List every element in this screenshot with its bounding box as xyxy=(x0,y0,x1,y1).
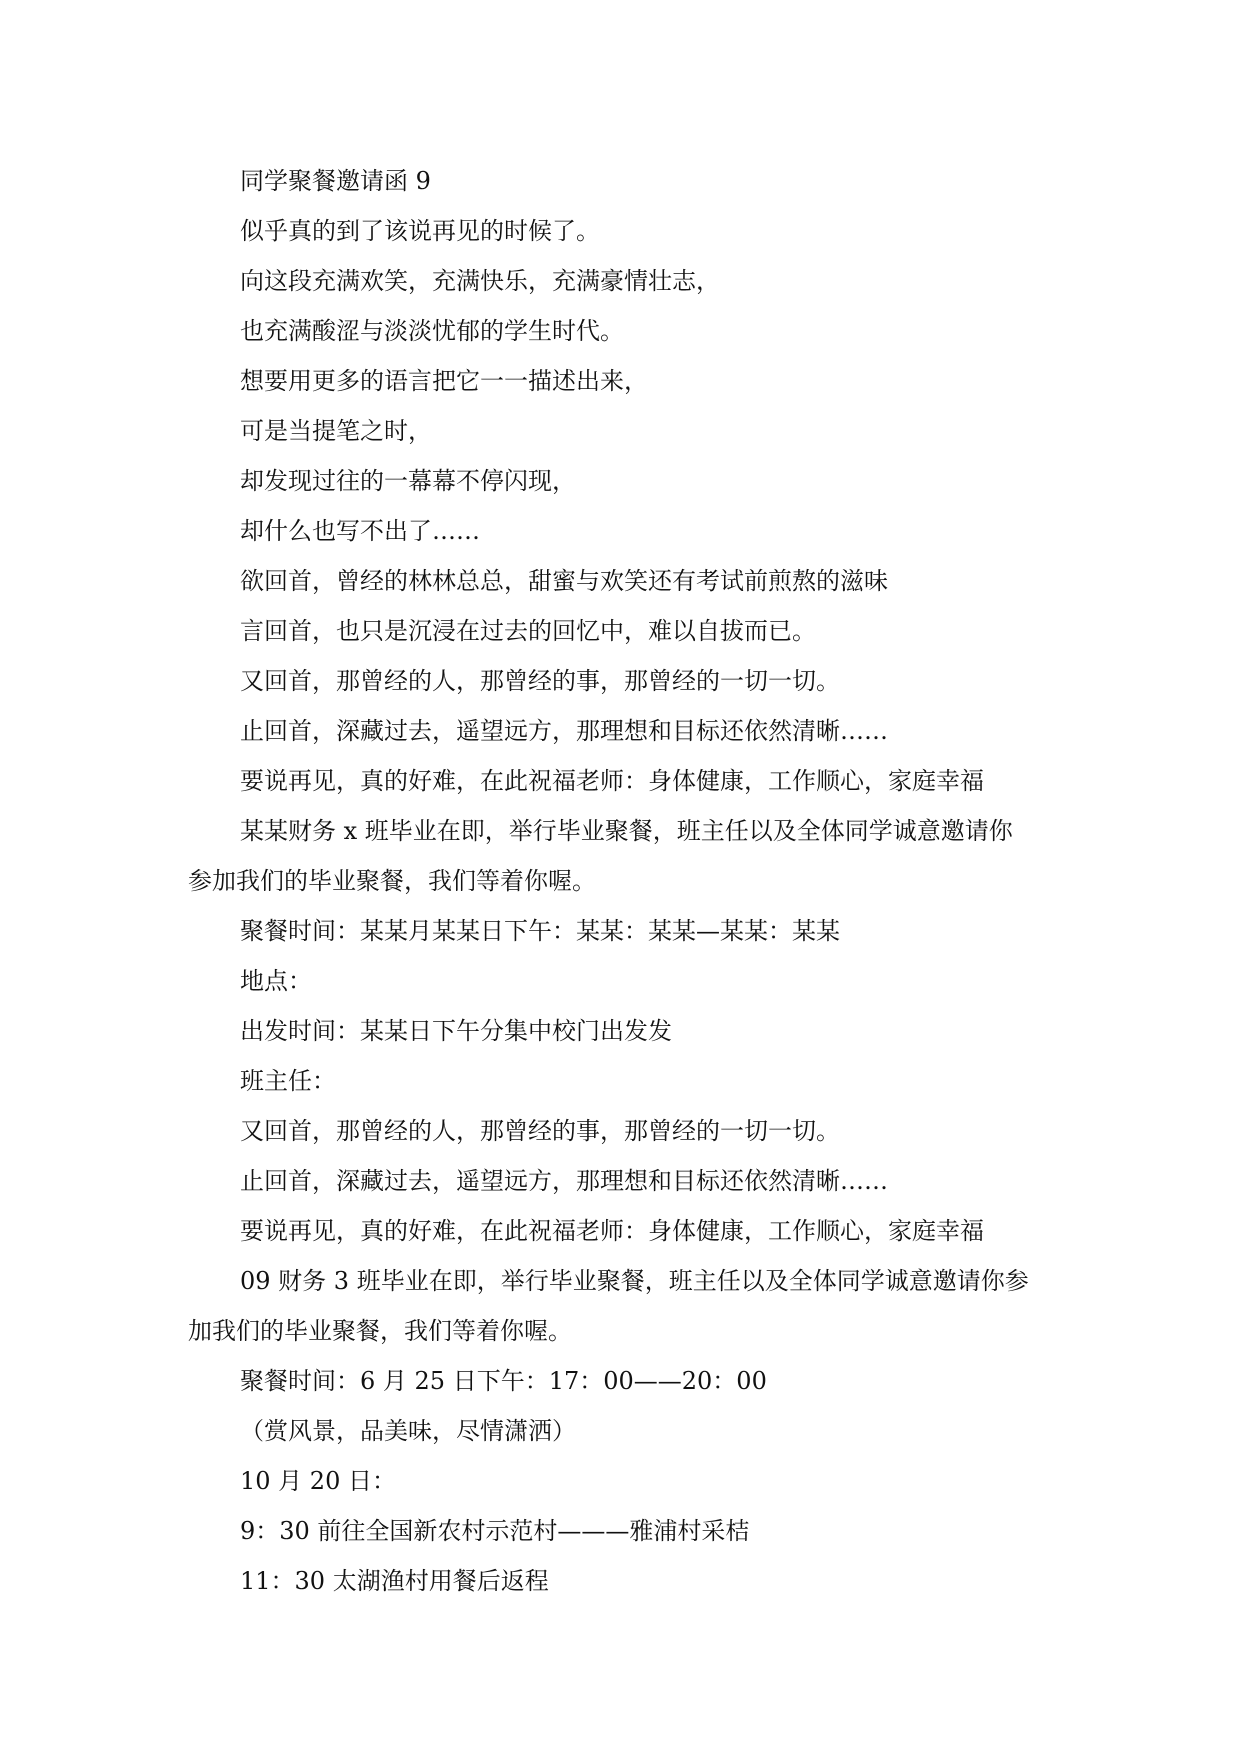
doc-title: 同学聚餐邀请函 9 xyxy=(240,167,431,195)
paragraph-line: 聚餐时间：6 月 25 日下午：17：00——20：00 xyxy=(240,1367,767,1395)
paragraph-line: 止回首，深藏过去，遥望远方，那理想和目标还依然清晰…… xyxy=(240,1167,888,1195)
paragraph-line: 欲回首，曾经的林林总总，甜蜜与欢笑还有考试前煎熬的滋味 xyxy=(240,567,888,595)
paragraph-line: 又回首，那曾经的人，那曾经的事，那曾经的一切一切。 xyxy=(240,667,840,695)
paragraph-line: 地点： xyxy=(240,967,312,995)
paragraph-continuation-line: 加我们的毕业聚餐，我们等着你喔。 xyxy=(188,1317,572,1345)
paragraph-line: 向这段充满欢笑，充满快乐，充满豪情壮志， xyxy=(240,267,720,295)
paragraph-line: 也充满酸涩与淡淡忧郁的学生时代。 xyxy=(240,317,624,345)
paragraph-line: 却发现过往的一幕幕不停闪现， xyxy=(240,467,576,495)
paragraph-line: 9：30 前往全国新农村示范村———雅浦村采桔 xyxy=(240,1517,750,1545)
paragraph-line: 要说再见，真的好难，在此祝福老师：身体健康，工作顺心，家庭幸福 xyxy=(240,1217,984,1245)
paragraph-line: 可是当提笔之时， xyxy=(240,417,432,445)
paragraph-line: 似乎真的到了该说再见的时候了。 xyxy=(240,217,600,245)
paragraph-line: 出发时间：某某日下午分集中校门出发发 xyxy=(240,1017,672,1045)
paragraph-line: 想要用更多的语言把它一一描述出来， xyxy=(240,367,648,395)
paragraph-line: 某某财务 x 班毕业在即，举行毕业聚餐，班主任以及全体同学诚意邀请你 xyxy=(240,817,1013,845)
paragraph-line: 却什么也写不出了…… xyxy=(240,517,480,545)
paragraph-line: 止回首，深藏过去，遥望远方，那理想和目标还依然清晰…… xyxy=(240,717,888,745)
paragraph-line: 又回首，那曾经的人，那曾经的事，那曾经的一切一切。 xyxy=(240,1117,840,1145)
paragraph-line: （赏风景，品美味，尽情潇洒） xyxy=(240,1417,576,1445)
paragraph-continuation-line: 参加我们的毕业聚餐，我们等着你喔。 xyxy=(188,867,596,895)
paragraph-line: 11：30 太湖渔村用餐后返程 xyxy=(240,1567,549,1595)
paragraph-line: 10 月 20 日： xyxy=(240,1467,396,1495)
paragraph-line: 言回首，也只是沉浸在过去的回忆中，难以自拔而已。 xyxy=(240,617,816,645)
document-body xyxy=(188,156,1068,1606)
paragraph-line: 班主任： xyxy=(240,1067,336,1095)
paragraph-line: 09 财务 3 班毕业在即，举行毕业聚餐，班主任以及全体同学诚意邀请你参 xyxy=(240,1267,1029,1295)
paragraph-line: 聚餐时间：某某月某某日下午：某某：某某—某某：某某 xyxy=(240,917,840,945)
paragraph-line: 要说再见，真的好难，在此祝福老师：身体健康，工作顺心，家庭幸福 xyxy=(240,767,984,795)
